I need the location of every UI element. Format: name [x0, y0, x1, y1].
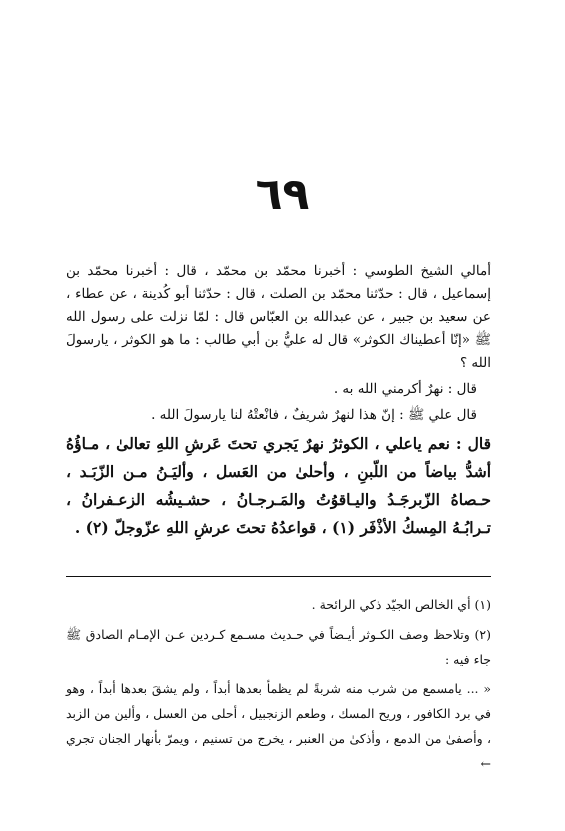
main-text — [66, 260, 491, 542]
page-number: ٦٩ — [255, 169, 310, 220]
footnote-2: (٢) وتلاحظ وصف الكـوثر أيـضاً في حـديث مسـمع كـردين عـن الإمـام الصادق ﷺ جاء فيه : — [66, 627, 491, 667]
footnote-2-quote: « ... يامسمع من شرب منه شربةً لم يظمأ بعدها أبداً ، ولم يشقَ بعدها أبداً ، وهو في برد الكافور ، وريح المسك ، وطعم الزنجبيل ، أحلى من العسل ، وألين من الزبد ، وأصفىٰ من الدمع ، وأذكىٰ من العنبر ، يخرج من تسنيم ، ويمرّ بأنهار الجنان تجري ← — [66, 681, 491, 771]
footnotes — [66, 592, 491, 776]
footnote-1: (١) أي الخالص الجيّد ذكي الرائحة . — [311, 597, 491, 612]
ali-question-paragraph: قال علي ﷺ : إنّ هذا لنهرٌ شريفٌ ، فانْعتْهُ لنا يارسولَ الله . — [151, 407, 477, 423]
hadith-paragraph: قال : نعم ياعلي ، الكوثرُ نهرٌ يَجري تحتَ عَرشِ اللهِ تعالىٰ ، مـاؤُهُ أشدُّ بياضاً من اللّبنِ ، وأحلىٰ من العَسل ، وأليَـنُ مـن الزّبَـد ، حـصاهُ الزّبرجَـدُ واليـاقوُتُ والمَـرجـانُ ، حشـيشُه الزعـفرانُ ، تـرابُـهُ المِسكُ الأذْفَر (١) ، قواعدُهُ تحتَ عرشِ اللهِ عزّوجلّ (٢) . — [66, 434, 491, 537]
footnote-divider — [66, 576, 491, 577]
narration-paragraph: أمالي الشيخ الطوسي : أخبرنا محمّد بن محمّد ، قال : أخبرنا محمّد بن إسماعيل ، قال : حدّثنا محمّد بن الصلت ، قال : حدّثنا أبو كُدينة ، عن عطاء ، عن سعيد بن جبير ، عن عبدالله بن العبّاس قال : لمّا نزلت على رسول الله ﷺ «إنّا أعطيناك الكوثر» قال له عليُّ بن أبي طالب : ما هو الكوثر ، يارسولَ الله ؟ — [66, 263, 491, 371]
prophet-answer-paragraph: قال : نهرٌ أكرمني الله به . — [333, 381, 477, 397]
